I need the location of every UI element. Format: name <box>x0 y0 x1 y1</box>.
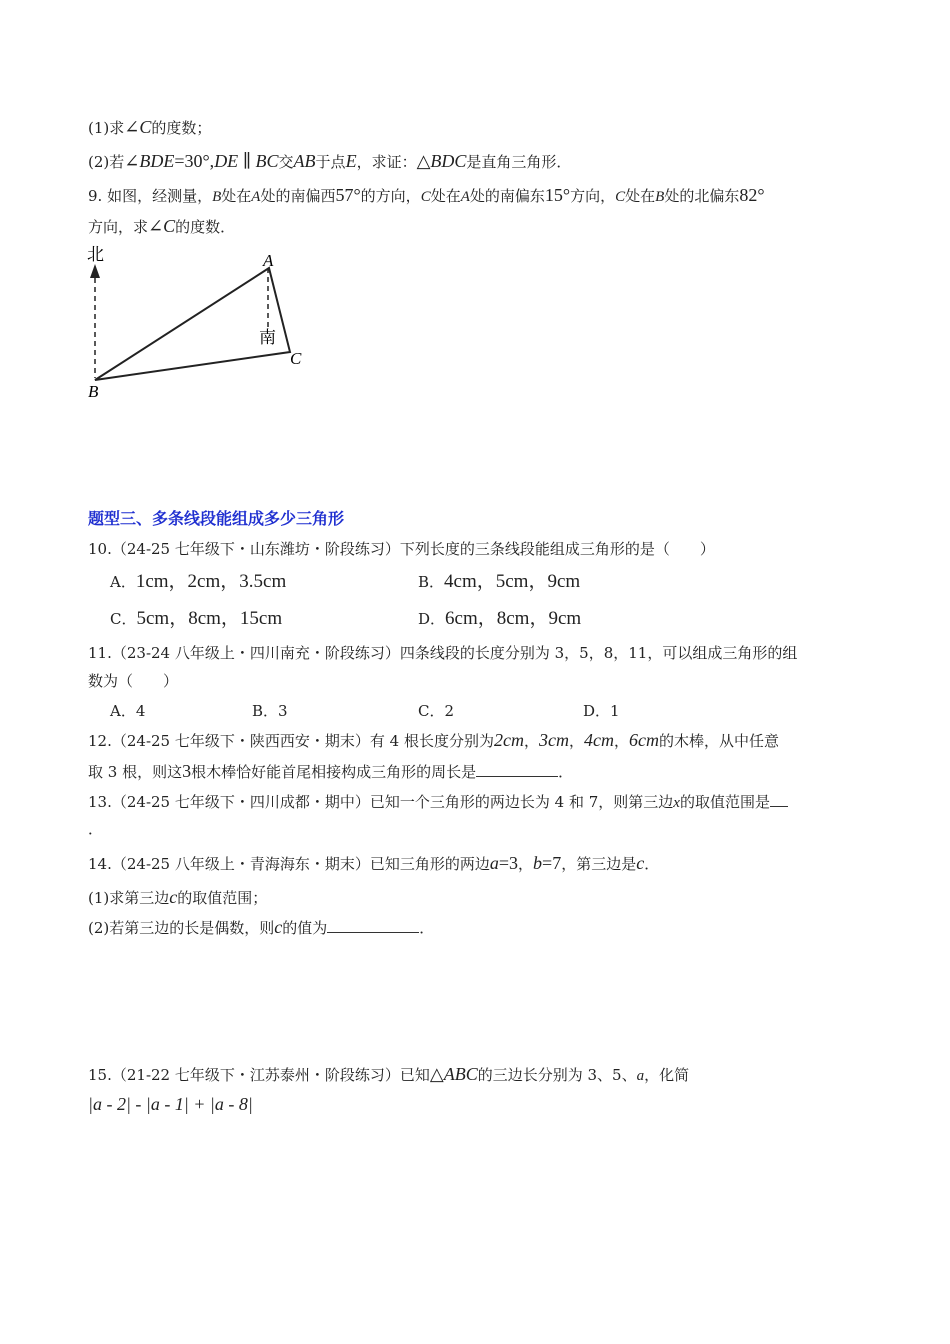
q10-option-c[interactable]: C．5cm，8cm，15cm <box>110 608 283 629</box>
q13-end: ． <box>88 820 104 838</box>
q8-part1: (1)求∠C的度数； <box>88 117 212 137</box>
q11-stem-line1: 11.（23-24 八年级上・四川南充・阶段练习）四条线段的长度分别为 3，5，8，11，可以组成三角形的组 <box>88 644 798 662</box>
triangle-abc <box>95 268 290 380</box>
q14-answer-blank[interactable] <box>327 916 419 933</box>
q15-stem: 15.（21-22 七年级下・江苏泰州・阶段练习）已知△ABC的三边长分别为 3、5、a，化简 <box>88 1064 690 1084</box>
q12-stem-line2: 取 3 根，则这3根木棒恰好能首尾相接构成三角形的周长是 ． <box>88 761 574 781</box>
q9-stem-line2: 方向，求∠C的度数． <box>88 216 236 236</box>
vertex-b: B <box>88 382 99 401</box>
q12-answer-blank[interactable] <box>476 760 558 777</box>
q14-part1: (1)求第三边c的取值范围； <box>88 887 268 907</box>
q15-expression: |a - 2| - |a - 1| + |a - 8| <box>88 1094 253 1114</box>
q9-stem-line1: 9. 如图，经测量，B处在A处的南偏西57°的方向，C处在A处的南偏东15°方向，C处在B处的北偏东82° <box>88 185 765 205</box>
q11-stem-line2: 数为（ ） <box>88 672 179 690</box>
q11-option-b[interactable]: B．3 <box>252 702 288 720</box>
q10-stem: 10.（24-25 七年级下・山东潍坊・阶段练习）下列长度的三条线段能组成三角形的是（ ） <box>88 540 715 558</box>
q10-option-a[interactable]: A．1cm，2cm，3.5cm <box>110 571 287 592</box>
q10-option-d[interactable]: D．6cm，8cm，9cm <box>418 608 582 629</box>
q11-option-a[interactable]: A．4 <box>110 702 146 720</box>
q10-option-b[interactable]: B．4cm，5cm，9cm <box>418 571 581 592</box>
north-arrow-icon <box>90 264 100 278</box>
q14-stem: 14.（24-25 八年级上・青海海东・期末）已知三角形的两边a=3，b=7，第三边是c． <box>88 853 660 873</box>
section-title: 题型三、多条线段能组成多少三角形 <box>88 509 345 528</box>
north-label: 北 <box>87 245 104 264</box>
q14-part2: (2)若第三边的长是偶数，则c的值为 ． <box>88 917 435 937</box>
q13-answer-blank[interactable] <box>770 790 788 807</box>
vertex-c: C <box>290 349 302 368</box>
q13-stem: 13.（24-25 七年级下・四川成都・期中）已知一个三角形的两边长为 4 和 7，则第三边x的取值范围是 <box>88 790 788 814</box>
q12-stem-line1: 12.（24-25 七年级下・陕西西安・期末）有 4 根长度分别为2cm，3cm，4cm，6cm的木棒，从中任意 <box>88 730 780 750</box>
vertex-a: A <box>263 251 274 270</box>
south-label: 南 <box>259 328 276 347</box>
q11-option-d[interactable]: D．1 <box>583 702 620 720</box>
q8-part2: (2)若∠BDE=30°,DE ∥ BC交AB于点E，求证：△BDC是直角三角形． <box>88 151 572 171</box>
q9-figure <box>82 240 322 405</box>
q11-option-c[interactable]: C．2 <box>418 702 455 720</box>
